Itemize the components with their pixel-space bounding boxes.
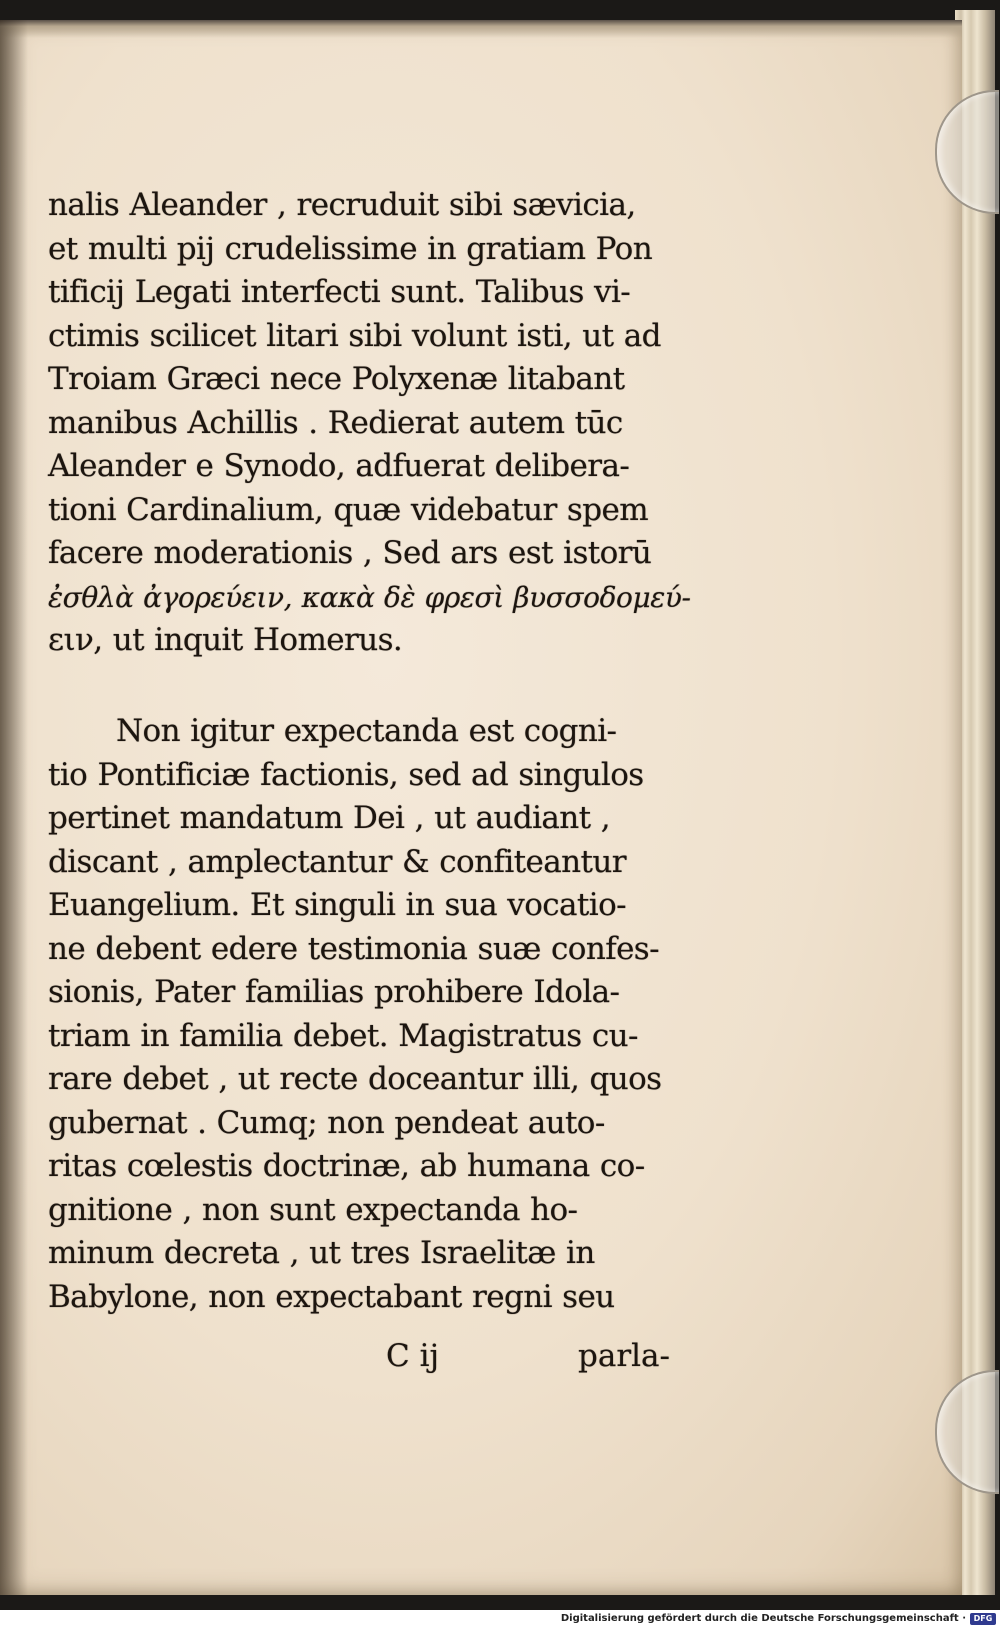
- signature-mark: C ij: [386, 1338, 440, 1374]
- paragraph-1: [48, 184, 708, 663]
- text-line: tificij Legati interfecti sunt. Talibus vi-: [48, 274, 631, 310]
- text-line: minum decreta , ut tres Israelitæ in: [48, 1235, 595, 1271]
- digitization-footer: [0, 1610, 1000, 1629]
- text-line: pertinet mandatum Dei , ut audiant ,: [48, 800, 611, 836]
- text-line: Euangelium. Et singuli in sua vocatio-: [48, 887, 627, 923]
- greek-quote-line: ἐσθλὰ ἀγορεύειν, κακὰ δὲ φρεσὶ βυσσοδομεύ-: [48, 580, 691, 614]
- text-line: ctimis scilicet litari sibi volunt isti, ut ad: [48, 317, 661, 354]
- text-line: discant , amplectantur & confiteantur: [48, 843, 626, 880]
- text-line: triam in familia debet. Magistratus cu-: [48, 1017, 638, 1054]
- text-line: Babylone, non expectabant regni seu: [48, 1278, 615, 1315]
- paragraph-2: [48, 710, 708, 1319]
- text-line: ritas cœlestis doctrinæ, ab humana co-: [48, 1148, 645, 1184]
- binding-shadow: [0, 20, 28, 1595]
- text-line: ne debent edere testimonia suæ confes-: [48, 930, 659, 967]
- page-top-edge: [0, 20, 962, 38]
- dfg-logo-icon: [970, 1613, 996, 1625]
- text-line: tio Pontificiæ factionis, sed ad singulos: [48, 756, 644, 793]
- text-line: Aleander e Synodo, adfuerat delibera-: [48, 448, 630, 484]
- text-line: ειν, ut inquit Homerus.: [48, 622, 403, 658]
- text-line: facere moderationis , Sed ars est istorū: [48, 535, 652, 571]
- funding-credit: Digitalisierung gefördert durch die Deutsche Forschungsgemeinschaft ·: [560, 1613, 966, 1624]
- text-line: Troiam Græci nece Polyxenæ litabant: [48, 361, 625, 397]
- text-line: manibus Achillis . Redierat autem tūc: [48, 404, 623, 441]
- dfg-logo-text: DFG: [973, 1614, 993, 1623]
- text-line: et multi pij crudelissime in gratiam Pon: [48, 230, 653, 267]
- catchword: parla-: [578, 1338, 671, 1374]
- text-line: tioni Cardinalium, quæ videbatur spem: [48, 491, 649, 528]
- page-foot-row: [48, 1338, 708, 1382]
- text-line: nalis Aleander , recruduit sibi sævicia,: [48, 187, 636, 223]
- text-line: rare debet , ut recte doceantur illi, quos: [48, 1061, 662, 1097]
- text-line: gnitione , non sunt expectanda ho-: [48, 1191, 578, 1228]
- text-line-indented: Non igitur expectanda est cogni-: [116, 713, 617, 749]
- text-line: gubernat . Cumq; non pendeat auto-: [48, 1104, 605, 1141]
- text-line: sionis, Pater familias prohibere Idola-: [48, 974, 620, 1010]
